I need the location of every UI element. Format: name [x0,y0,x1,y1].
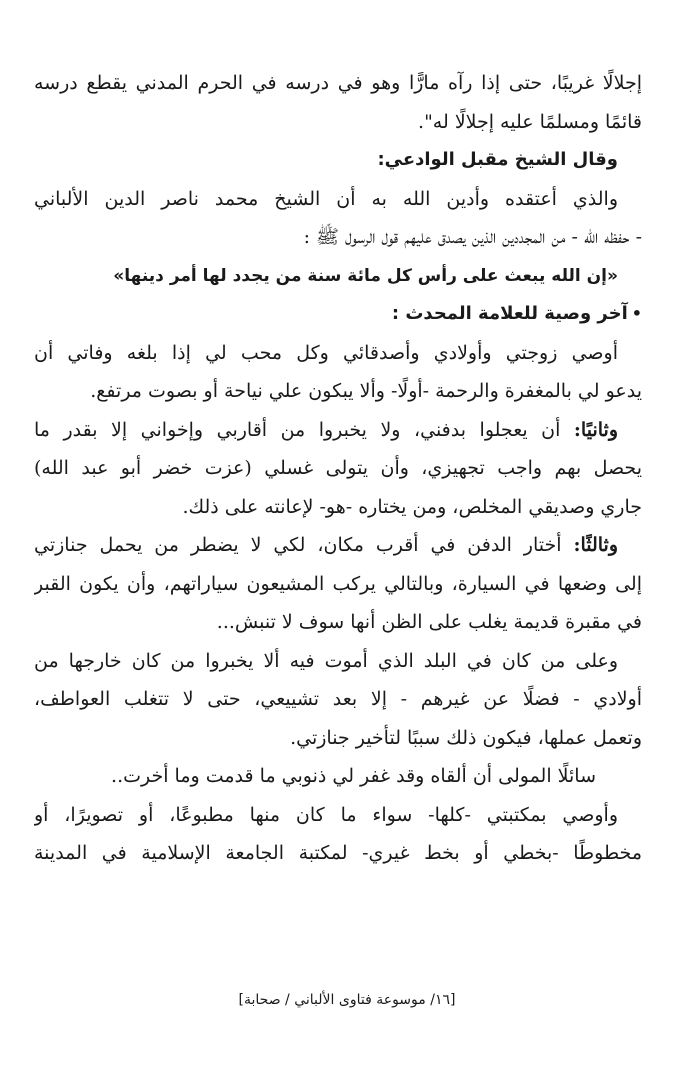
paragraph-line: يحصل بهم واجب تجهيزي، وأن يتولى غسلي (عزت خضر أبو عبد الله) [34,457,642,479]
paragraph-lead: وثانيًا: [573,418,618,441]
paragraph-line: قائمًا ومسلمًا عليه إجلالًا له". [418,110,642,133]
section-heading-colon: : [391,303,400,324]
paragraph-text: أختار الدفن في أقرب مكان، لكي لا يضطر من يحمل جنازتي [34,534,562,556]
hadith-quote: «إن الله يبعث على رأس كل مائة سنة من يجدد لها أمر دينها» [113,265,618,286]
paragraph-line: إلى وضعها في السيارة، وبالتالي يركب المشيعون سياراتهم، وأن يكون القبر [34,572,642,595]
paragraph-line [34,526,642,565]
paragraph-line: مخطوطًا -بخطي أو بخط غيري- لمكتبة الجامعة الإسلامية في المدينة [34,842,642,864]
paragraph-lead: وثالثًا: [573,534,619,556]
paragraph-line: أولادي - فضلًا عن غيرهم - إلا بعد تشييعي، حتى لا تتغلب العواطف، [34,688,642,710]
section-heading [34,295,642,334]
paragraph-line: جاري وصديقي المخلص، ومن يختاره -هو- لإعانته على ذلك. [182,495,642,518]
paragraph-line: - حفظه الله - من المجددين الذين يصدق عليهم قول الرسول ﷺ : [303,226,642,248]
paragraph-line [34,411,642,450]
paragraph-line: والذي أعتقده وأدين الله به أن الشيخ محمد ناصر الدين الألباني [34,187,618,210]
paragraph-line: في مقبرة قديمة يغلب على الظن أنها سوف لا تنبش... [216,611,642,633]
paragraph-line: يدعو لي بالمغفرة والرحمة -أولًا- وألا يبكون علي نياحة أو بصوت مرتفع. [90,380,642,402]
paragraph-text: أن يعجلوا بدفني، ولا يخبروا من أقاربي وإخواني إلا بقدر ما [34,418,561,441]
footer-label: [١٦/ موسوعة فتاوى الألباني / صحابة] [238,992,456,1008]
paragraph-line: سائلًا المولى أن ألقاه وقد غفر لي ذنوبي ما قدمت وما أخرت.. [111,765,596,787]
bullet-icon: • [631,304,642,323]
section-heading-title: آخر وصية للعلامة المحدث [405,303,628,324]
paragraph-line: وتعمل عملها، فيكون ذلك سببًا لتأخير جنازتي. [290,726,642,749]
page-footer [0,992,694,1008]
page-body [34,64,642,873]
paragraph-line: أوصي زوجتي وأولادي وأصدقائي وكل محب لي إذا بلغه وفاتي أن [34,341,618,364]
paragraph-line: إجلالًا غريبًا، حتى إذا رآه مارًّا وهو في درسه في الحرم المدني يقطع درسه [34,72,642,94]
paragraph-line: وعلى من كان في البلد الذي أموت فيه ألا يخبروا من كان خارجها من [34,649,618,672]
paragraph-line: وأوصي بمكتبتي -كلها- سواء ما كان منها مطبوعًا، أو تصويرًا، أو [34,803,618,826]
section-heading: وقال الشيخ مقبل الوادعي: [377,149,618,170]
